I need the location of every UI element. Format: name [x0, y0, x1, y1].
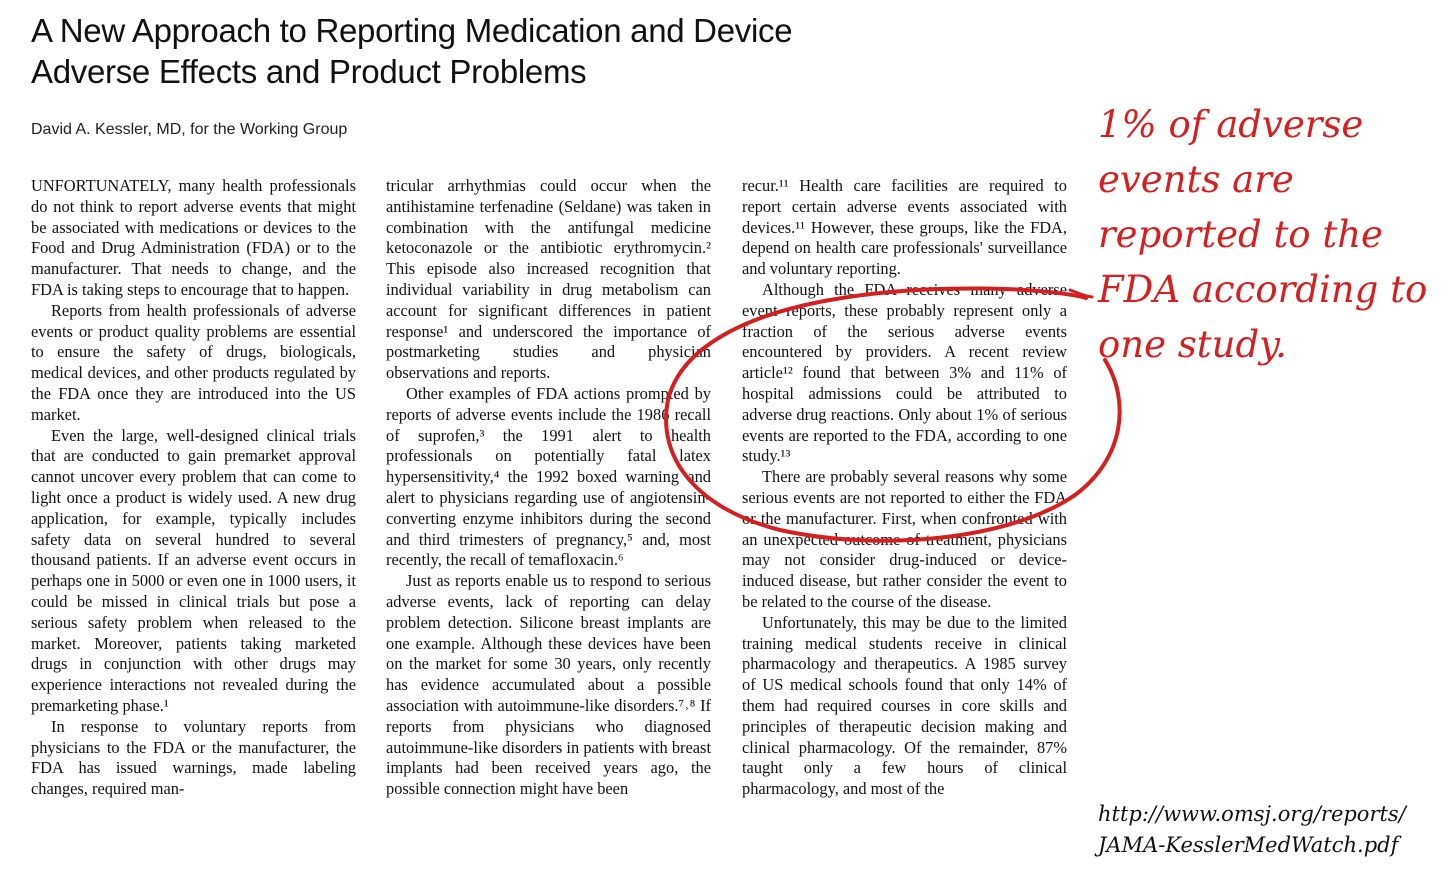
paragraph: Unfortunately, this may be due to the limited training medical students receive in clinical pharmacology and therapeutics. A 1985 survey of US medical schools found that only 14% of them had required courses in core skills and principles of therapeutic decision making and clinical pharmacology. Of the remainder, 87% taught only a few hours of clinical pharmacology, and most of the: [742, 612, 1067, 799]
paragraph: There are probably several reasons why some serious events are not reported to either the FDA or the manufacturer. First, when confronted with an unexpected outcome of treatment, physicians may not consider drug-induced or device-induced disease, but rather consider the event to be related to the course of the disease.: [742, 467, 1067, 611]
annotation-callout: [1098, 97, 1448, 372]
annotation-pointer: [1070, 290, 1092, 297]
annotation-line: reported to the: [1098, 213, 1383, 256]
article-title: [31, 10, 1031, 92]
source-url: [1098, 799, 1406, 861]
paragraph: Even the large, well-designed clinical trials that are conducted to gain premarket approval cannot uncover every problem that can come to light once a product is widely used. A new drug application, for example, typically includes safety data on several hundred to several thousand patients. If an adverse event occurs in perhaps one in 5000 or even one in 1000 users, it could be missed in clinical trials but pose a serious safety problem when released to the market. Moreover, patients taking marketed drugs in conjunction with other drugs may experience interactions not revealed during the premarketing phase.¹: [31, 425, 356, 715]
paragraph: Reports from health professionals of adverse events or product quality problems are essential to ensure the safety of drugs, biologicals, medical devices, and other products regulated by the FDA once they are introduced into the US market.: [31, 300, 356, 424]
source-url-line-1: http://www.omsj.org/reports/: [1098, 802, 1406, 826]
text-column-2: [386, 176, 711, 800]
text-column-1: [31, 176, 356, 800]
paragraph: Other examples of FDA actions prompted by reports of adverse events include the 1986 recall of suprofen,³ the 1991 alert to health professionals on potentially fatal latex hypersensitivity,⁴ the 1992 boxed warning and alert to physicians regarding use of angiotensin-converting enzyme inhibitors during the second and third trimesters of pregnancy,⁵ and, most recently, the recall of temafloxacin.⁶: [386, 383, 711, 570]
paragraph: Just as reports enable us to respond to serious adverse events, lack of reporting can delay problem detection. Silicone breast implants are one example. Although these devices have been on the market for some 30 years, only recently has evidence accumulated about a possible association with autoimmune-like disorders.⁷˒⁸ If reports from physicians who diagnosed autoimmune-like disorders in patients with breast implants had been received years ago, the possible connection might have been: [386, 571, 711, 799]
title-line-2: Adverse Effects and Product Problems: [31, 53, 587, 90]
annotation-line: events are: [1098, 158, 1294, 201]
author-line: David A. Kessler, MD, for the Working Group: [31, 121, 348, 138]
paragraph: tricular arrhythmias could occur when the antihistamine terfenadine (Seldane) was taken in combination with the antifungal medicine ketoconazole or the antibiotic erythromycin.² This episode also increased recognition that individual variability in drug metabolism can account for significant differences in patient response¹ and underscored the importance of postmarketing studies and physician observations and reports.: [386, 176, 711, 383]
source-url-line-2: JAMA-KesslerMedWatch.pdf: [1098, 833, 1399, 857]
paragraph: UNFORTUNATELY, many health professionals do not think to report adverse events that might be associated with medications or devices to the Food and Drug Administration (FDA) or to the manufacturer. That needs to change, and the FDA is taking steps to encourage that to happen.: [31, 176, 356, 299]
paragraph: In response to voluntary reports from physicians to the FDA or the manufacturer, the FDA has issued warnings, made labeling changes, required man-: [31, 716, 356, 799]
text-column-3: [742, 176, 1067, 800]
annotation-line: 1% of adverse: [1098, 103, 1364, 146]
highlighted-paragraph: Although the FDA receives many adverse event reports, these probably represent only a fraction of the serious adverse events encountered by providers. A recent review article¹² found that between 3% and 11% of hospital admissions could be attributed to adverse drug reactions. Only about 1% of serious events are reported to the FDA, according to one study.¹³: [742, 279, 1067, 466]
annotation-line: FDA according to: [1098, 268, 1428, 311]
annotation-line: one study.: [1098, 323, 1287, 366]
paragraph: recur.¹¹ Health care facilities are required to report certain adverse events associated with devices.¹¹ However, these groups, like the FDA, depend on health care professionals' surveillance and voluntary reporting.: [742, 176, 1067, 279]
title-line-1: A New Approach to Reporting Medication and Device: [31, 12, 793, 49]
